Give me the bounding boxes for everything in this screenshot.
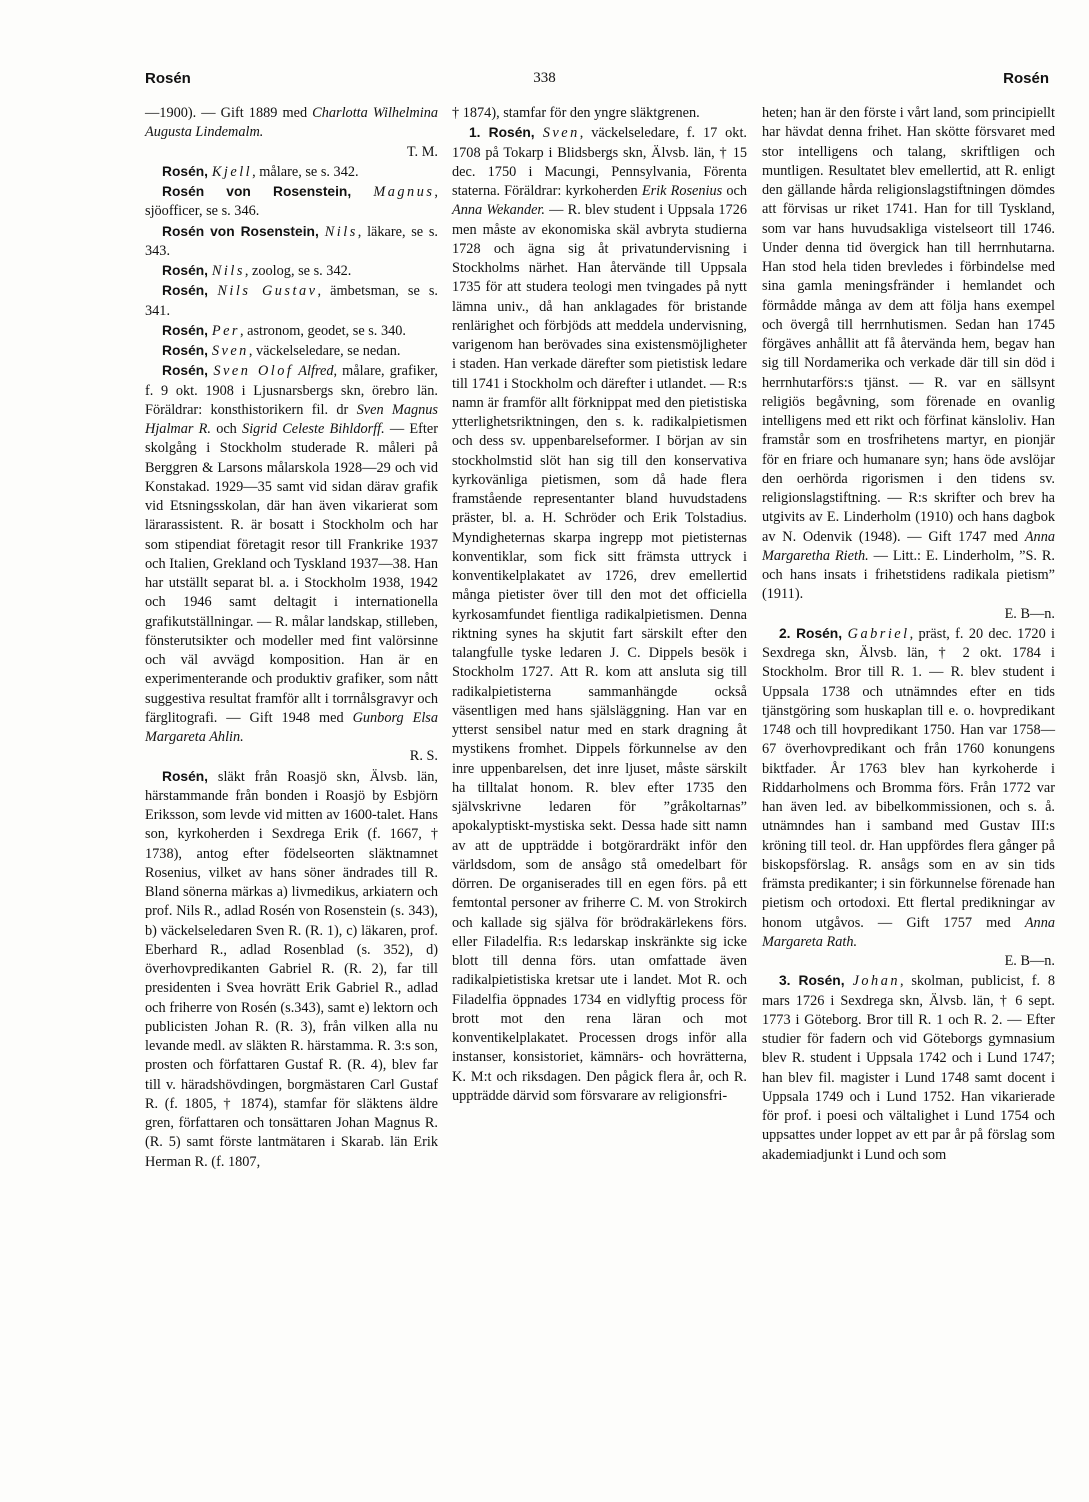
text-run: E. B—n. [1004, 605, 1055, 622]
text-run: , läkare, se s. 343. [145, 223, 438, 259]
entry-headword: Rosén, [162, 343, 212, 358]
italic-name: Anna Margaretha Rieth. [762, 528, 1055, 564]
page-number: 338 [533, 70, 556, 86]
text-run: , skolman, publicist, f. 8 mars 1726 i Sexdrega skn, Älvsb. län, † 6 sept. 1773 i Göteborg. Bror till R. 1 och R. 2. — Efter studier för fadern och vid Göteborgs gymnasium blev R. student i Uppsala 1742 och i Lund 1747; han blev fil. magister i Lund 1748 samt docent i Uppsala 1749 och i Lund 1752. Han vikarierade för prof. i poesi och vältalighet i Lund 1754 och uppsattes under loppet av ett par år på förslag som akademiadjunkt i Lund och som [762, 973, 1055, 1163]
text-run: — Litt.: E. Linderholm, ”S. R. och hans insats i frihetstidens radikala pietism” (1911). [762, 547, 1055, 603]
text-run: † 1874), stamfar för den yngre släktgrenen. [452, 105, 700, 121]
entry-paragraph [145, 361, 438, 747]
entry-paragraph [145, 104, 438, 143]
entry-headword: Rosén, [162, 363, 214, 379]
author-signature [145, 747, 438, 766]
spaced-forename: Magnus [373, 184, 435, 200]
text-run: —1900). — Gift 1889 med [145, 105, 313, 121]
text-column-2 [452, 104, 747, 1106]
entry-paragraph [145, 162, 438, 182]
entry-paragraph [762, 971, 1055, 1165]
text-run: E. B—n. [1004, 953, 1055, 969]
entry-paragraph [452, 123, 747, 1106]
text-run: och [722, 183, 747, 199]
text-run: , väckelseledare, f. 17 okt. 1708 på Tokarp i Blidsbergs skn, Älvsb. län, † 15 dec. 1750 i Macungi, Pennsylvania, Förenta staterna. Föräldrar: kyrkoherden [452, 125, 747, 199]
entry-headword: Rosén, [162, 322, 212, 338]
spaced-forename: Nils Gustav [217, 283, 318, 300]
spaced-forename: Nils [211, 263, 245, 279]
entry-paragraph [145, 281, 438, 321]
italic-name: Charlotta Wilhelmina Augusta Lindemalm. [145, 105, 438, 141]
italic-name: Erik Rosenius [641, 183, 723, 199]
spaced-forename: Sven [211, 343, 249, 359]
entry-headword: 2. Rosén, [779, 625, 848, 641]
entry-paragraph [762, 104, 1055, 605]
text-run: , målare, se s. 342. [252, 163, 359, 180]
entry-paragraph [145, 341, 438, 361]
spaced-forename: Nils [324, 223, 358, 240]
author-signature [145, 143, 438, 162]
italic-name: Anna Wekander. [452, 202, 545, 219]
spaced-forename: Sven [542, 125, 580, 142]
text-run: — R. blev student i Uppsala 1726 men måste av ekonomiska skäl avbryta studierna 1728 och ägna sig åt privatundervisning i Stockholms närhet. Han återvände till Uppsala 1735 för att studera teologi men tvingades på nytt lämna univ., då han anklagades för bristande renlärighet och förbjöds att meddela undervisning, varigenom han berövades sina existensmöjligheter i staden. Han verkade därefter som pietistisk ledare till 1741 i Stockholm och därefter i utlandet. — R:s namn är framför allt förknippat med den pietistiska ytterlighetsriktningen, den s. k. radikalpietismen och dess sv. uppenbarelseformer. I början av sin stockholmstid slöt han sig till den konservativa kyrkovänliga pietismen, som då hade flera framstående representanter bland huvudstadens präster, bl. a. H. Schröder och Erik Tolstadius. Myndigheternas skarpa ingrepp mot pietisternas konventiklar, som fick sitt främsta uttryck i konventikelplakatet av 1726, drev emellertid många pietister över till den mot det officiella kyrkosamfundet fientliga radikalpietismen. Denna riktning synes ha skjutit fart särskilt efter den talangfulle tyske ledaren J. C. Dippels besök i Stockholm 1727. Att R. kom att ansluta sig till radikalpietisterna sammanhängde också väsentligen med hans själsläggning. Han var en ytterst sensibel natur med en stark dragning åt mystikens fromhet. Dippels förkunnelse av den inre uppenbarelsen, det inre ljuset, måste särskilt ha tilltalat honom. R. blev efter 1735 den självskrivne ledaren för ”gråkoltarnas” apokalyptiskt-mystiska sekt. Dessa hade sitt namn av att de uppträdde i botgörardräkt inför den världsdom, som de ansågo stå omedelbart för dörren. De organiserades till en egen förs. på ett femtontal personer av friherre C. M. von Strokirch och kallade sig själva för brödrakärlekens förs. eller Filadelfia. R:s ledarskap inskränkte sig icke blott till denna förs. utan omfattade även radikalpietistiska kretsar ute i landet. Mot R. och Filadelfia öppnades 1734 en vidlyftig process för brott mot den rena läran och mot konventikelplakatet. Processen drogs inför alla instanser, konsistoriet, kämnärs- och hovrätterna, K. M:t och riksdagen. Den pågick flera år, och R. uppträdde därvid som försvarare av religionsfri- [452, 202, 747, 1104]
text-column-3 [762, 104, 1055, 1165]
entry-headword: Rosén, [162, 263, 212, 278]
entry-paragraph [762, 624, 1055, 952]
entry-headword: Rosén von Rosenstein, [162, 223, 325, 239]
entry-paragraph [452, 104, 747, 123]
text-column-1 [145, 104, 438, 1172]
entry-headword: Rosén von Rosenstein, [162, 184, 374, 199]
spaced-forename: Gabriel [847, 625, 910, 642]
entry-paragraph [145, 222, 438, 262]
spaced-forename: Sven Olof [213, 363, 294, 380]
text-run: släkt från Roasjö skn, Älvsb. län, härstammande från bonden i Roasjö by Esbjörn Eriksson, som levde vid mitten av 1600-talet. Hans son, kyrkoherden i Sexdrega Erik (f. 1667, † 1738), antog efter födelseorten släktnamnet Rosenius, vilket av hans söner ändrades till R. Bland sönerna märkas a) livmedikus, arkiatern och prof. Nils R., adlad Rosén von Rosenstein (s. 343), b) väckelseledaren Sven R. (R. 1), c) läkaren, prof. Eberhard R., adlad Rosenblad (s. 352), d) överhovpredikanten Gabriel R. (R. 2), far till presidenten i Svea hovrätt Erik Gabriel R., adlad och friherre von Rosén (s.343), samt e) lektorn och publicisten Johan R. (R. 3), från vilken alla nu levande medl. av släkten R. härstamma. R. 3:s son, prosten och författaren Gustaf R. (R. 4), blev far till v. häradshövdingen, borgmästaren Carl Gustaf R. (f. 1805, † 1874), stamfar för släktens äldre gren, författaren och tonsättaren Johan Magnus R. (R. 5) samt förste lantmätaren i Skarab. län Erik Herman R. (f. 1807, [145, 768, 438, 1170]
text-run: heten; han är den förste i vårt land, som principiellt har hävdat denna frihet. Han skötte försvaret med stor intelligens och talang, skriftligen och muntligen. Resultatet blev emellertid, att R. enligt den gällande hårda religionslagstiftningen dömdes att förvisas ur riket 1741. Han for till Tyskland, som var hans huvudsakliga vistelseort till 1746. Under denna tid övergick han till herrnhutarna. Han stod hela tiden brevledes i förbindelse med sina gamla meningsfränder i hemlandet och förmådde många av dem att följa hans exempel och övergå till herrnhutismen. Sedan han 1745 förgäves anhållit att få återvända hem, begav han sig till Nordamerika och verkade där till sin död i herrnhutarförs:s tjänst. — R. var en sällsynt religiös begåvning, som förenade en ovanlig intelligens med ett rikt och förfinat känsloliv. Han framstår som en trosfrihetens martyr, en pionjär för en friare och humanare syn; hans öde avslöjar den oerhörda rigorismen i den tidens sv. religionslagstiftning. — R:s skrifter och brev ha utgivits av E. Linderholm (1910) och hans dagbok av N. Odenvik (1948). — Gift 1747 med [762, 105, 1055, 545]
italic-name: Alfred [293, 363, 334, 380]
spaced-forename: Per [211, 322, 240, 339]
spaced-forename: Kjell [211, 163, 253, 180]
entry-headword: Rosén, [162, 283, 218, 299]
text-run: , astronom, geodet, se s. 340. [240, 322, 406, 339]
italic-name: Sven Magnus Hjalmar R. [145, 401, 438, 437]
italic-name: Gunborg Elsa Margareta Ahlin. [145, 709, 439, 745]
entry-paragraph [145, 261, 438, 281]
entry-paragraph [145, 321, 438, 341]
text-run: , präst, f. 20 dec. 1720 i Sexdrega skn, Älvsb. län, † 2 okt. 1784 i Stockholm. Bror till R. 1. — R. blev student i Uppsala 1738 och utnämndes efter en tids tjänstgöring som huskaplan till e. o. hovpredikant 1748 och till hovpredikant 1750. Han var 1758—67 överhovpredikant och från 1760 konungens biktfader. År 1763 blev han kyrkoherde i Riddarholmens och Bromma förs. Från 1772 var han även led. av bibelkommissionen, och s. å. utnämndes han i samband med Gustav III:s kröning till teol. dr. Han uppfördes flera gånger på biskopsförslag. R. ansågs som en av sin tids främsta predikanter; i sin förkunnelse förenade han pietism och ortodoxi. Ett flertal predikningar av honom utgåvos. — Gift 1757 med [762, 625, 1056, 931]
text-run: , zoolog, se s. 342. [244, 263, 352, 279]
text-run: , väckelseledare, se nedan. [248, 343, 401, 359]
text-run: , målare, grafiker, f. 9 okt. 1908 i Ljusnarsbergs skn, örebro län. Föräldrar: konsthistorikern fil. dr [145, 363, 438, 418]
running-head-right: Rosén [1003, 70, 1049, 87]
text-run: T. M. [406, 143, 438, 160]
text-run: — Efter skolgång i Stockholm studerade R. måleri på Berggren & Larsons målarskola 1928—29 och vid Konstakad. 1929—35 samt vid sidan därav grafik vid Etsningsskolan, där han även vikarierat som lärarassistent. R. är bosatt i Stockholm och har som stipendiat företagit resor till Frankrike 1937 och Italien, Grekland och Tyskland 1937—38. Han har utställt separat bl. a. i Stockholm 1938, 1942 och 1946 samt deltagit i internationella grafikutställningar. — R. målar landskap, stilleben, fönsterutsikter och modeller med fint valörsinne och väl avvägd komposition. Han är en experimenterande och produktiv grafiker, som nått suggestiva resultat framför allt i torrnålsgravyr och färglitografi. — Gift 1948 med [145, 421, 438, 726]
entry-headword: 3. Rosén, [779, 973, 853, 989]
entry-headword: Rosén, [162, 163, 212, 179]
text-run: , ämbetsman, se s. 341. [145, 283, 438, 319]
entry-paragraph [145, 767, 438, 1172]
entry-paragraph [145, 182, 438, 222]
spaced-forename: Johan [852, 973, 901, 990]
text-run: , sjöofficer, se s. 346. [145, 184, 438, 220]
running-head-left: Rosén [145, 70, 191, 87]
italic-name: Sigrid Celeste Bihldorff. [242, 421, 385, 437]
entry-headword: Rosén, [162, 768, 218, 784]
text-run: och [210, 421, 243, 437]
italic-name: Anna Margareta Rath. [762, 914, 1055, 950]
entry-headword: 1. Rosén, [469, 125, 543, 141]
author-signature [762, 952, 1055, 971]
text-run: R. S. [409, 748, 438, 765]
author-signature [762, 605, 1055, 624]
